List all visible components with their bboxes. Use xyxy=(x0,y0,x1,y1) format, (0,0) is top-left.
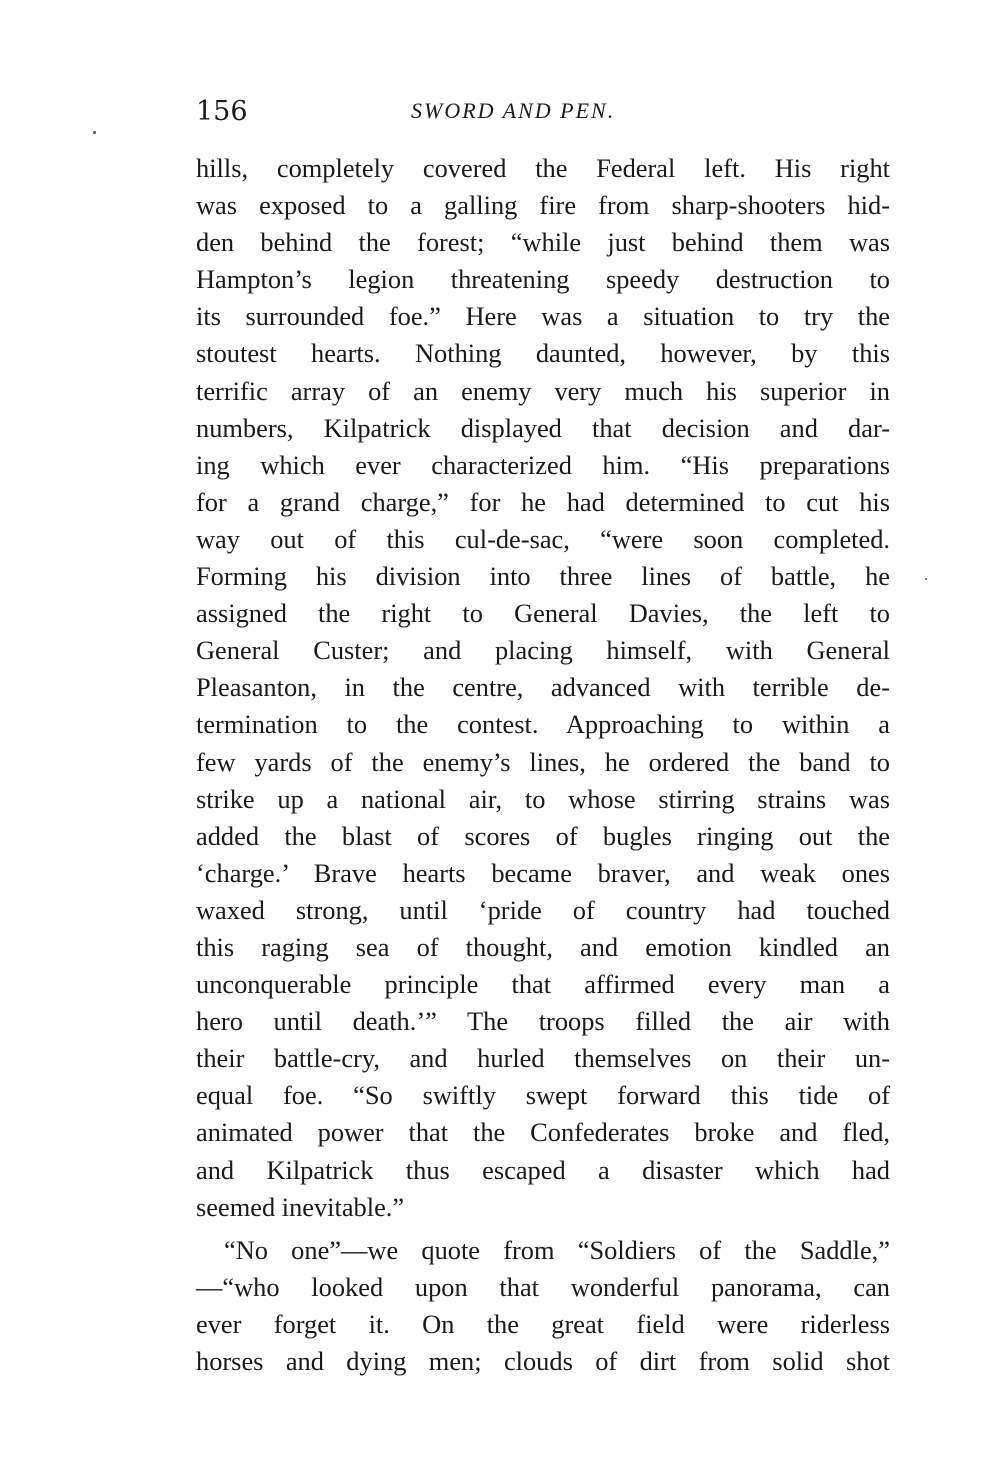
text-line: horses and dying men; clouds of dirt from solid shot xyxy=(196,1346,890,1376)
text-line: animated power that the Confederates broke and fled, xyxy=(196,1117,890,1148)
text-line: hills, completely covered the Federal left. His right xyxy=(196,153,890,183)
text-line: their battle-cry, and hurled themselves on their un- xyxy=(196,1043,890,1074)
text-line: ever forget it. On the great field were riderless xyxy=(196,1308,890,1339)
text-line: den behind the forest; “while just behind them was xyxy=(196,227,890,258)
text-line: few yards of the enemy’s lines, he ordered the band to xyxy=(196,746,890,777)
text-line: assigned the right to General Davies, the left to xyxy=(196,598,890,629)
paragraph xyxy=(196,150,890,1226)
text-line: ‘charge.’ Brave hearts became braver, and weak ones xyxy=(196,857,890,888)
text-line: General Custer; and placing himself, with General xyxy=(196,635,890,666)
paragraph xyxy=(196,1232,890,1380)
text-line: Hampton’s legion threatening speedy destruction to xyxy=(196,264,890,295)
text-line: unconquerable principle that affirmed every man a xyxy=(196,969,890,1000)
text-line: hero until death.’” The troops filled the air with xyxy=(196,1006,890,1037)
text-line: added the blast of scores of bugles ringing out the xyxy=(196,820,890,851)
text-line: “No one”—we quote from “Soldiers of the Saddle,” xyxy=(224,1234,890,1265)
text-line: way out of this cul-de-sac, “were soon completed. xyxy=(196,523,890,554)
text-line: equal foe. “So swiftly swept forward this tide of xyxy=(196,1080,890,1111)
text-line: stoutest hearts. Nothing daunted, however, by this xyxy=(196,338,890,369)
stray-ink-mark xyxy=(925,578,927,580)
text-line: waxed strong, until ‘pride of country had touched xyxy=(196,894,890,925)
text-line: and Kilpatrick thus escaped a disaster which had xyxy=(196,1154,890,1185)
stray-ink-mark xyxy=(93,131,96,134)
body-text xyxy=(196,150,890,1380)
text-line: Forming his division into three lines of battle, he xyxy=(196,561,890,592)
text-line: was exposed to a galling fire from sharp-shooters hid- xyxy=(196,190,890,221)
text-line: strike up a national air, to whose stirring strains was xyxy=(196,783,890,814)
text-line: ing which ever characterized him. “His preparations xyxy=(196,449,890,480)
text-line: Pleasanton, in the centre, advanced with terrible de- xyxy=(196,672,890,703)
running-head xyxy=(196,96,890,132)
text-line: terrific array of an enemy very much his superior in xyxy=(196,375,890,406)
page-number: 156 xyxy=(196,96,248,127)
text-line: termination to the contest. Approaching to within a xyxy=(196,709,890,740)
text-line: numbers, Kilpatrick displayed that decision and dar- xyxy=(196,412,890,443)
text-line: this raging sea of thought, and emotion kindled an xyxy=(196,931,890,962)
text-line: for a grand charge,” for he had determined to cut his xyxy=(196,486,890,517)
text-line: seemed inevitable.” xyxy=(196,1191,405,1222)
text-line: —“who looked upon that wonderful panorama, can xyxy=(196,1271,890,1302)
text-line: its surrounded foe.” Here was a situation to try the xyxy=(196,301,890,332)
running-title: SWORD AND PEN. xyxy=(411,98,616,123)
